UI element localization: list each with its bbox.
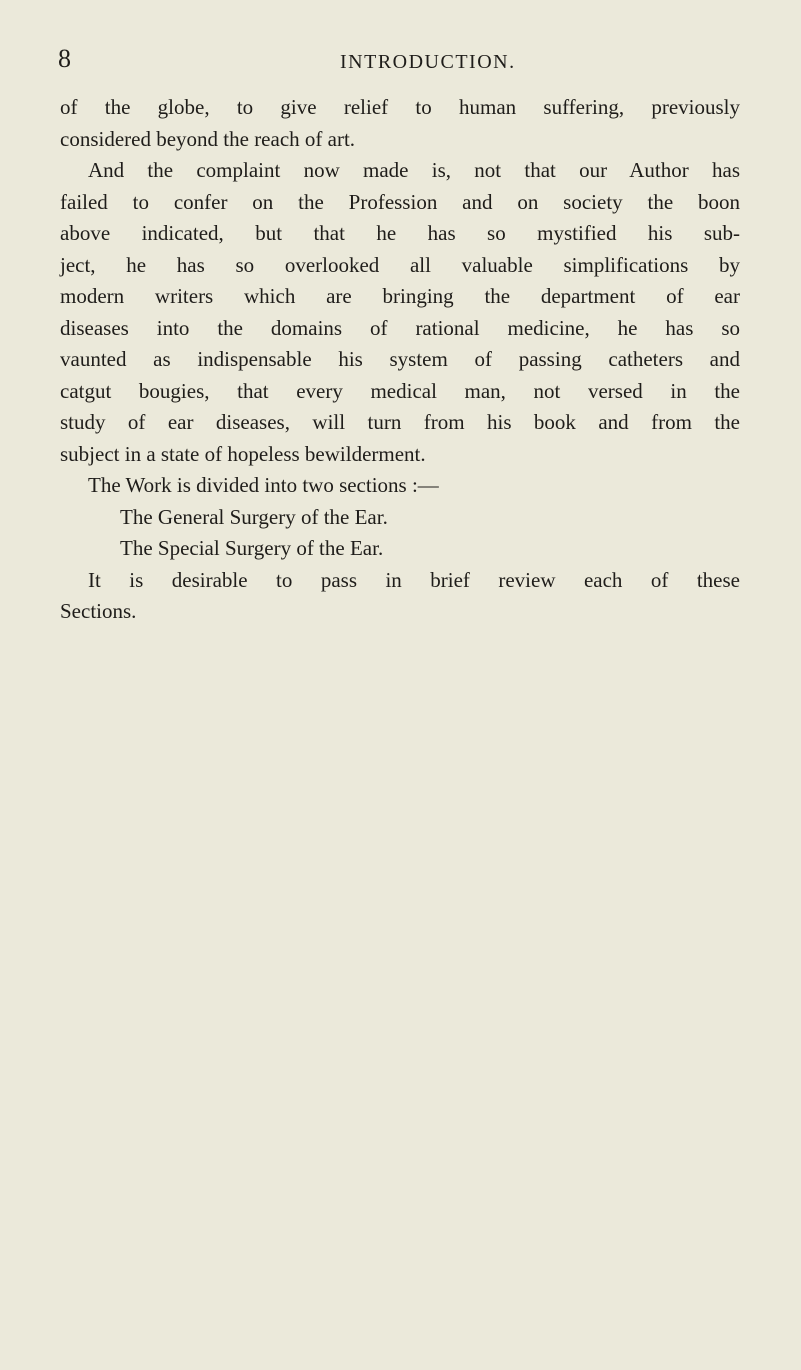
text-line: modern writers which are bringing the department of ear	[60, 284, 740, 308]
text-line: The General Surgery of the Ear.	[120, 504, 388, 529]
text-line: It is desirable to pass in brief review each of these	[88, 567, 740, 592]
text-line: vaunted as indispensable his system of passing catheters and	[60, 347, 740, 371]
text-line: considered beyond the reach of art.	[60, 126, 356, 151]
text-line: failed to confer on the Profession and on society the boon	[60, 189, 740, 214]
text-line: of the globe, to give relief to human suffering, previously	[60, 95, 740, 119]
text-line: And the complaint now made is, not that our Author has	[88, 158, 740, 182]
text-line: The Work is divided into two sections :—	[88, 473, 439, 497]
text-line: catgut bougies, that every medical man, not versed in the	[60, 378, 740, 403]
text-line: study of ear diseases, will turn from his book and from the	[60, 410, 740, 434]
text-line: diseases into the domains of rational medicine, he has so	[60, 315, 740, 340]
running-head: INTRODUCTION.	[340, 51, 516, 73]
text-line: Sections.	[60, 599, 137, 623]
body-text	[60, 92, 740, 628]
text-line: The Special Surgery of the Ear.	[120, 536, 384, 560]
text-line: above indicated, but that he has so mystified his sub-	[60, 221, 740, 245]
text-line: ject, he has so overlooked all valuable simplifications by	[60, 252, 740, 277]
text-line: subject in a state of hopeless bewilderment.	[60, 441, 426, 466]
page-number: 8	[58, 44, 71, 73]
